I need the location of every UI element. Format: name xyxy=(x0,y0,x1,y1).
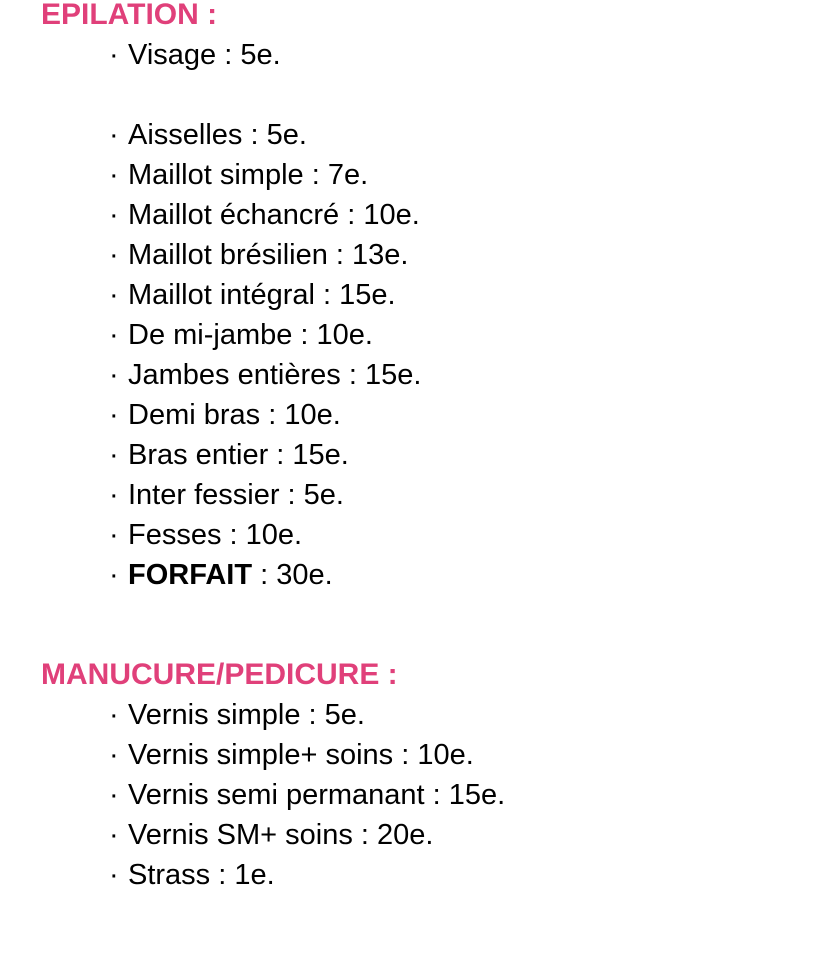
list-item: · Vernis simple : 5e. xyxy=(109,695,505,735)
list-item: · Vernis semi permanant : 15e. xyxy=(109,775,505,815)
bullet-dot: · xyxy=(109,819,119,851)
service-price: 5e. xyxy=(324,699,365,731)
list-item: · Strass : 1e. xyxy=(109,855,505,895)
bullet-dot: · xyxy=(109,119,119,151)
bullet-dot: · xyxy=(109,279,119,311)
service-name: Jambes entières xyxy=(128,359,341,391)
bullet-dot: · xyxy=(109,239,119,271)
epilation-heading: EPILATION : xyxy=(41,0,218,31)
list-item: · Bras entier : 15e. xyxy=(109,435,421,475)
bullet-dot: · xyxy=(109,199,119,231)
service-name: Vernis SM+ soins xyxy=(128,819,353,851)
bullet-dot: · xyxy=(109,39,119,71)
service-price: 5e. xyxy=(240,39,281,71)
list-item: · Aisselles : 5e. xyxy=(109,115,421,155)
service-name: Vernis simple+ soins xyxy=(128,739,394,771)
service-name: Maillot intégral xyxy=(128,279,315,311)
service-price: 10e. xyxy=(284,399,341,431)
service-name: Aisselles xyxy=(128,119,243,151)
service-name: Bras entier xyxy=(128,439,269,471)
service-name: Demi bras xyxy=(128,399,261,431)
manucure-price-list xyxy=(109,695,505,895)
service-name: Visage xyxy=(128,39,217,71)
service-price: 10e. xyxy=(316,319,373,351)
list-item: · Maillot échancré : 10e. xyxy=(109,195,421,235)
list-item: · Jambes entières : 15e. xyxy=(109,355,421,395)
service-price: 5e. xyxy=(303,479,344,511)
service-name: Inter fessier xyxy=(128,479,280,511)
service-name: Maillot simple xyxy=(128,159,304,191)
list-item: · Visage : 5e. xyxy=(109,35,421,75)
bullet-dot: · xyxy=(109,779,119,811)
service-price: 30e. xyxy=(276,559,333,591)
service-price: 15e. xyxy=(292,439,349,471)
bullet-dot: · xyxy=(109,319,119,351)
manucure-heading: MANUCURE/PEDICURE : xyxy=(41,658,398,691)
service-price: 20e. xyxy=(377,819,434,851)
service-name: Vernis simple xyxy=(128,699,301,731)
list-item-forfait: · FORFAIT : 30e. xyxy=(109,555,421,595)
bullet-dot: · xyxy=(109,359,119,391)
bullet-dot: · xyxy=(109,159,119,191)
epilation-price-list xyxy=(109,35,421,595)
service-price: 10e. xyxy=(245,519,303,551)
bullet-dot: · xyxy=(109,739,119,771)
service-name-forfait: FORFAIT xyxy=(128,559,253,591)
service-name: Vernis semi permanant xyxy=(128,779,425,811)
list-item: · Vernis SM+ soins : 20e. xyxy=(109,815,505,855)
list-item: · Maillot brésilien : 13e. xyxy=(109,235,421,275)
bullet-dot: · xyxy=(109,479,119,511)
service-name: Strass xyxy=(128,859,211,891)
bullet-dot: · xyxy=(109,399,119,431)
service-price: 15e. xyxy=(364,359,422,391)
service-price: 15e. xyxy=(448,779,506,811)
service-price: 13e. xyxy=(352,239,409,271)
list-item: · De mi-jambe : 10e. xyxy=(109,315,421,355)
list-item: · Vernis simple+ soins : 10e. xyxy=(109,735,505,775)
bullet-dot: · xyxy=(109,859,119,891)
service-price: 7e. xyxy=(327,159,369,191)
service-price: 5e. xyxy=(266,119,307,151)
bullet-dot: · xyxy=(109,699,119,731)
bullet-dot: · xyxy=(109,559,119,591)
service-price: 10e. xyxy=(417,739,474,771)
list-item: · Maillot simple : 7e. xyxy=(109,155,421,195)
service-price: 10e. xyxy=(363,199,420,231)
service-name: Maillot échancré xyxy=(128,199,340,231)
service-name: Maillot brésilien xyxy=(128,239,328,271)
service-price: 1e. xyxy=(234,859,275,891)
service-name: Fesses xyxy=(128,519,222,551)
bullet-dot: · xyxy=(109,439,119,471)
service-name: De mi-jambe xyxy=(128,319,293,351)
list-item: · Fesses : 10e. xyxy=(109,515,421,555)
list-item: · Demi bras : 10e. xyxy=(109,395,421,435)
list-item: · Inter fessier : 5e. xyxy=(109,475,421,515)
service-price: 15e. xyxy=(339,279,396,311)
list-item: · Maillot intégral : 15e. xyxy=(109,275,421,315)
bullet-dot: · xyxy=(109,519,119,551)
